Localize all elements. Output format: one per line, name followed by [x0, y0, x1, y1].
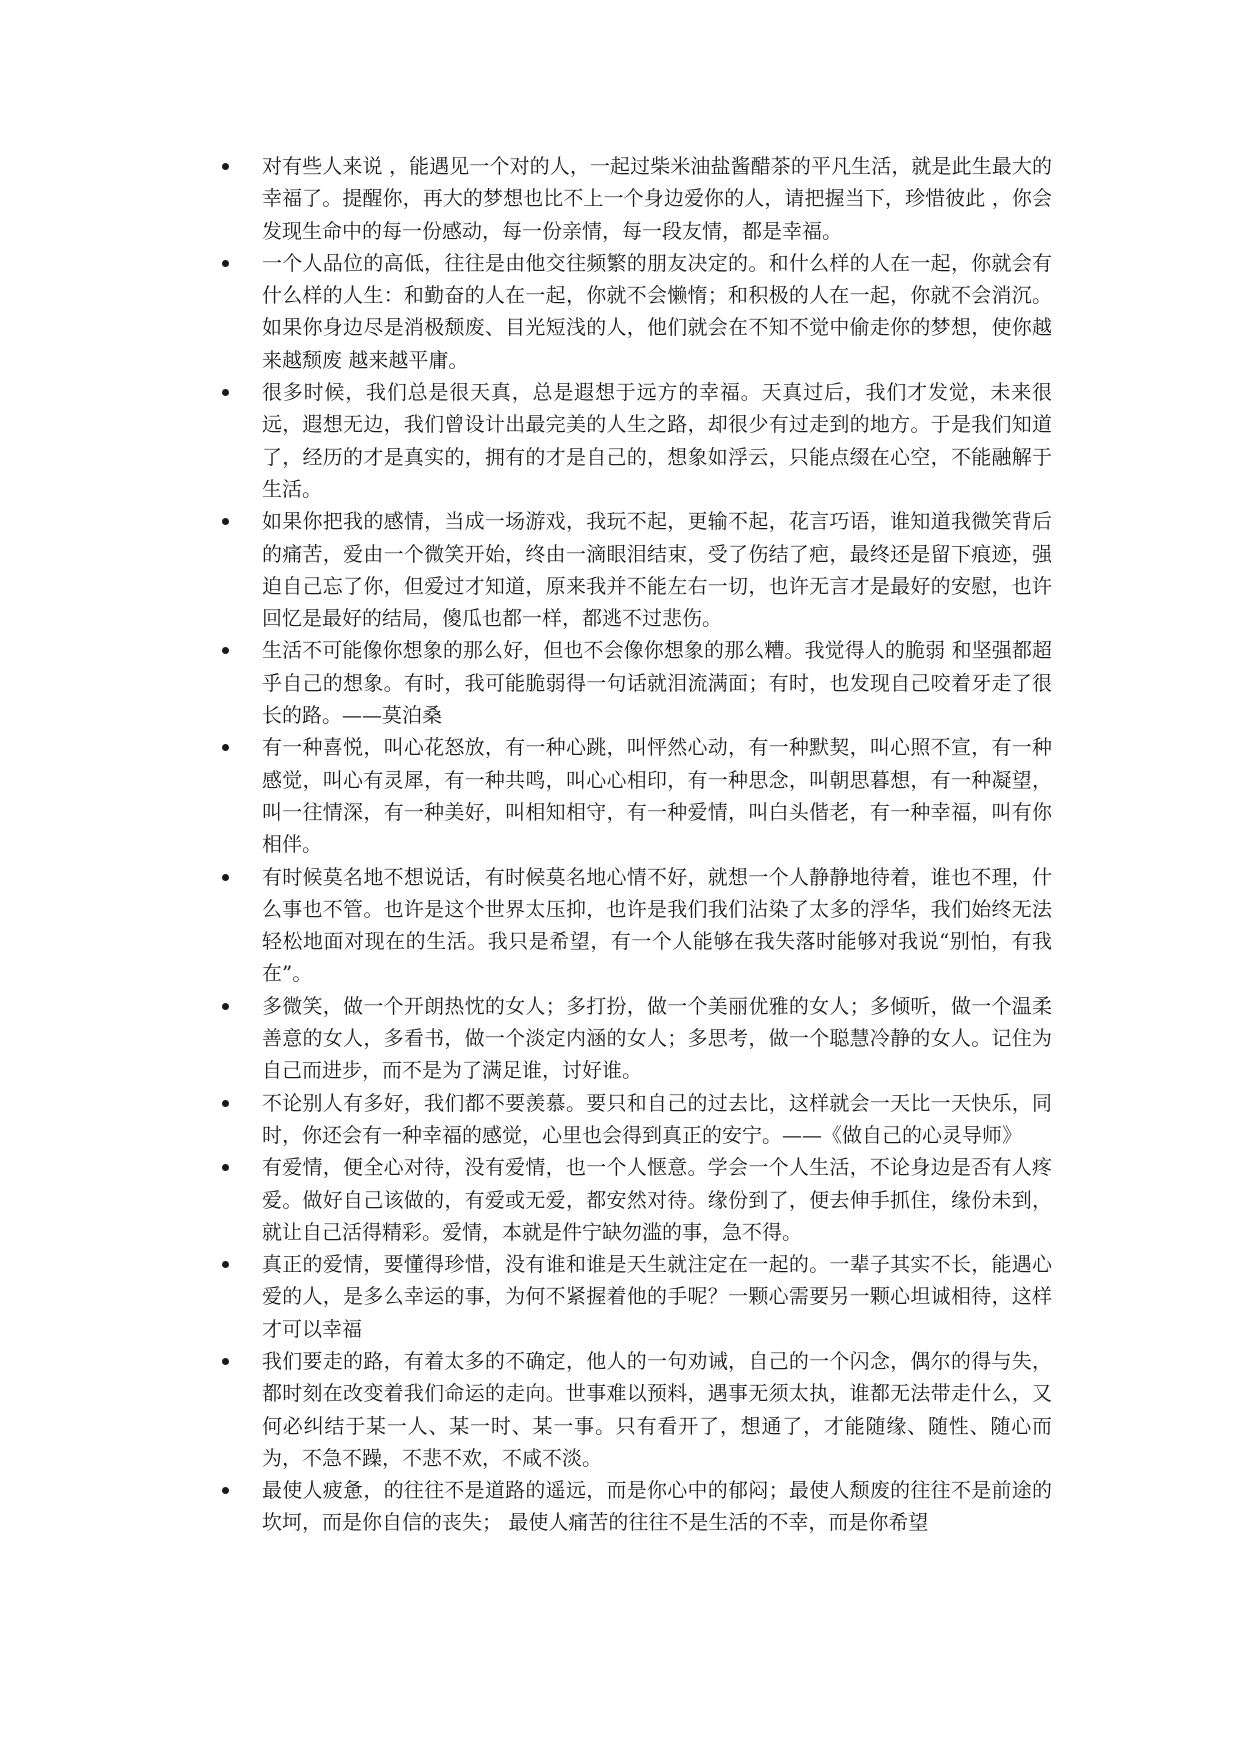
bullet-icon	[222, 1164, 229, 1171]
paragraph-text: 最使人疲惫，的往往不是道路的遥远，而是你心中的郁闷；最使人颓废的往往不是前途的坎坷，而是你自信的丧失； 最使人痛苦的往往不是生活的不幸，而是你希望	[262, 1478, 1052, 1535]
bullet-icon	[222, 518, 229, 525]
paragraph-text: 很多时候，我们总是很天真，总是遐想于远方的幸福。天真过后，我们才发觉，未来很远，遐想无边，我们曾设计出最完美的人生之路，却很少有过走到的地方。于是我们知道了，经历的才是真实的，拥有的才是自己的，想象如浮云，只能点缀在心空，不能融解于生活。	[262, 380, 1052, 501]
paragraph-text: 有时候莫名地不想说话，有时候莫名地心情不好，就想一个人静静地待着，谁也不理，什么事也不管。也许是这个世界太压抑，也许是我们我们沾染了太多的浮华，我们始终无法轻松地面对现在的生活。我只是希望，有一个人能够在我失落时能够对我说“别怕，有我在”。	[262, 864, 1052, 986]
paragraph-text: 一个人品位的高低，往往是由他交往频繁的朋友决定的。和什么样的人在一起，你就会有什么样的人生：和勤奋的人在一起，你就不会懒惰；和积极的人在一起，你就不会消沉。如果你身边尽是消极颓废、目光短浅的人，他们就会在不知不觉中偷走你的梦想，使你越来越颓废 越来越平庸。	[262, 250, 1052, 372]
list-item	[222, 247, 1052, 376]
list-item	[222, 861, 1052, 990]
bullet-icon	[222, 1100, 229, 1107]
bullet-list	[222, 150, 1052, 1539]
paragraph-text: 对有些人来说 ，能遇见一个对的人，一起过柴米油盐酱醋茶的平凡生活，就是此生最大的幸福了。提醒你，再大的梦想也比不上一个身边爱你的人，请把握当下，珍惜彼此 ，你会发现生命中的每一份感动，每一份亲情，每一段友情，都是幸福。	[262, 154, 1052, 243]
paragraph-text: 生活不可能像你想象的那么好，但也不会像你想象的那么糟。我觉得人的脆弱 和坚强都超乎自己的想象。有时，我可能脆弱得一句话就泪流满面；有时，也发现自己咬着牙走了很长的路。——莫泊桑	[262, 638, 1052, 728]
paragraph-text: 有爱情，便全心对待，没有爱情，也一个人惬意。学会一个人生活，不论身边是否有人疼爱。做好自己该做的，有爱或无爱，都安然对待。缘份到了，便去伸手抓住，缘份未到，就让自己活得精彩。爱情，本就是件宁缺勿滥的事，急不得。	[262, 1155, 1052, 1244]
bullet-icon	[222, 744, 229, 751]
bullet-icon	[222, 647, 229, 654]
list-item	[222, 1248, 1052, 1345]
bullet-icon	[222, 389, 229, 396]
paragraph-text: 多微笑，做一个开朗热忱的女人；多打扮，做一个美丽优雅的女人；多倾听，做一个温柔善意的女人，多看书，做一个淡定内涵的女人；多思考，做一个聪慧冷静的女人。记住为自己而进步，而不是为了满足谁，讨好谁。	[262, 993, 1052, 1083]
paragraph-text: 不论别人有多好，我们都不要羡慕。要只和自己的过去比，这样就会一天比一天快乐，同时，你还会有一种幸福的感觉，心里也会得到真正的安宁。——《做自己的心灵导师》	[262, 1090, 1052, 1147]
bullet-icon	[222, 1261, 229, 1268]
bullet-icon	[222, 163, 229, 170]
bullet-icon	[222, 1358, 229, 1365]
list-item	[222, 990, 1052, 1087]
paragraph-text: 真正的爱情，要懂得珍惜，没有谁和谁是天生就注定在一起的。一辈子其实不长，能遇心爱的人，是多么幸运的事，为何不紧握着他的手呢？一颗心需要另一颗心坦诚相待，这样才可以幸福	[262, 1252, 1052, 1341]
bullet-icon	[222, 1487, 229, 1494]
list-item	[222, 505, 1052, 634]
list-item	[222, 150, 1052, 247]
list-item	[222, 1474, 1052, 1539]
paragraph-text: 如果你把我的感情，当成一场游戏，我玩不起，更输不起，花言巧语，谁知道我微笑背后的痛苦，爱由一个微笑开始，终由一滴眼泪结束，受了伤结了疤，最终还是留下痕迹，强迫自己忘了你，但爱过才知道，原来我并不能左右一切，也许无言才是最好的安慰，也许回忆是最好的结局，傻瓜也都一样，都逃不过悲伤。	[262, 509, 1052, 631]
list-item	[222, 634, 1052, 731]
bullet-icon	[222, 874, 229, 881]
list-item	[222, 376, 1052, 505]
bullet-icon	[222, 1003, 229, 1010]
paragraph-text: 有一种喜悦，叫心花怒放，有一种心跳，叫怦然心动，有一种默契，叫心照不宣，有一种感觉，叫心有灵犀，有一种共鸣，叫心心相印，有一种思念，叫朝思暮想，有一种凝望，叫一往情深，有一种美好，叫相知相守，有一种爱情，叫白头偕老，有一种幸福，叫有你相伴。	[262, 735, 1052, 857]
list-item	[222, 1345, 1052, 1474]
paragraph-text: 我们要走的路，有着太多的不确定，他人的一句劝诫，自己的一个闪念，偶尔的得与失，都时刻在改变着我们命运的走向。世事难以预料，遇事无须太执，谁都无法带走什么，又何必纠结于某一人、某一时、某一事。只有看开了，想通了，才能随缘、随性、随心而为，不急不躁，不悲不欢，不咸不淡。	[262, 1348, 1052, 1470]
list-item	[222, 1087, 1052, 1152]
bullet-icon	[222, 260, 229, 267]
list-item	[222, 1151, 1052, 1248]
list-item	[222, 731, 1052, 860]
